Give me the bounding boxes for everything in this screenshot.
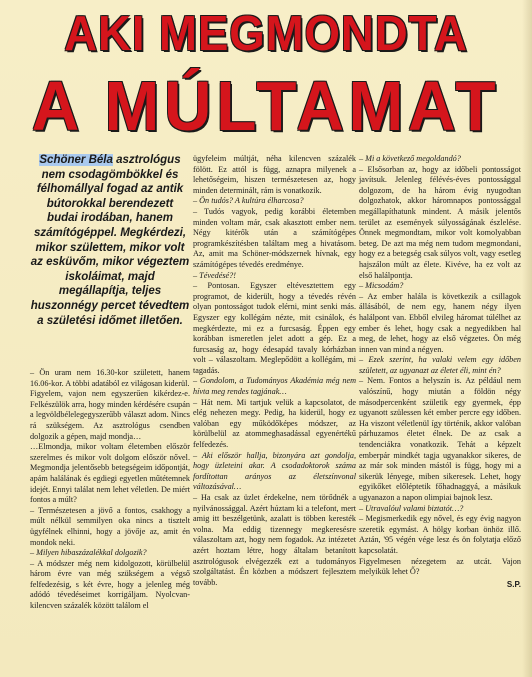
article-paragraph: …Elmondja, mikor voltam életemben először szerelmes és mikor volt dolgom először nővel. Megmondja jelentősebb betegségeim időpontját, apám halálának és egdiegi egyetlen műtétemnek idejét. Ennyi találat nem lehet véletlen. De miért fontos a múlt? — [30, 442, 190, 505]
article-column-1 — [30, 368, 190, 612]
interview-question: – Milyen hibaszázalékkal dolgozik? — [30, 548, 147, 558]
article-paragraph: – Természetesen a jövő a fontos, csakhogy a múlt nélkül semmilyen oka nincs a tisztelt ügyfélnek elhinni, hogy a jövője az, amit én mondok neki. — [30, 505, 190, 547]
article-paragraph: ügyfeleim múltját, néha kilencven százalék fölött. Ez attól is függ, aznapra milyenek a lehetőségeim, hiszen természetesen az, hogy minden determinált, rám is vonatkozik. — [193, 154, 356, 195]
article-column-3 — [359, 154, 521, 590]
interview-question: – Mi a következő megoldandó? — [359, 154, 461, 163]
article-paragraph: – Nem. Fontos a helyszín is. Az például nem valószínű, hogy miután a földön négy másodpercenként születik egy gyermek, épp ugyanott szülessen két ember percre egy időben. Ha viszont véletlenül így történik, akkor valóban párhuzamos életet élnek. De az csak a tendenciákra vonatkozik. Tehát a képzelt emberpár mindkét tagja ugyanakkor sikeres, de az már sok minden mástól is függ, hogy mi a sikerük lényege, miben sikeresek. Lehet, hogy egyikőket előléptetik főhadnaggyá, a másikuk ugyanazon a napon olimpiai bajnok lesz. — [359, 376, 521, 502]
article-paragraph: Figyelmesen nézegetem az utcát. Vajon melyikük lehet Ő? — [359, 556, 521, 577]
article-paragraph: – Ha csak az üzlet érdekelne, nem törődnék a nyilvánossággal. Azért húztam ki a telefont, mert amig itt beszélgetünk, azalatt is többen keresték volna. Ma eddig tizennegy megkeresésre válaszoltam azt, hogy nem fogadok. Az intézetet azért hoztam létre, hogy általam betanított asztrológusok elvégezzék ezt a tudományos szolgáltatást. Én közben a módszert fejlesztem tovább. — [193, 493, 356, 587]
interview-question: – Gondolom, a Tudományos Akadémia még nem hívta meg rendes tagjának… — [193, 376, 356, 397]
article-paragraph: – Ön uram nem 16.30-kor született, hanem 16.06-kor. A többi adatából ez világosan kiderül. — [30, 368, 190, 388]
article-paragraph: – Az ember halála is következik a csillagok állásából, de nem egy, hanem négy ilyen halálpont van. Ebből elvileg háromat túlélhet az ember és lehet, hogy csak a negyedikben hal meg, de lehet, hogy az első végzetes. Ön még innen van mind a négyen. — [359, 291, 521, 354]
article-paragraph: – Elsősorban az, hogy az időbeli pontosságot javítsuk. Jelenleg félévés-éves pontossággal dolgozom, de ha három évig nyugodtan dolgozhatok, akkor háromnapos pontossággal megállapíthatunk mindent. A másik jelentős terület az események súlyosságának észlelése. Önnek megmondtam, mikor volt komolyabban beteg. De azt ma még nem tudom megmondani, hogy ez a betegség csak súlyos volt, vagy esetleg hajszálon múlt az élete. Kivéve, ha ez volt az első halálpontja. — [359, 164, 521, 280]
author-signature: S.P. — [506, 579, 521, 589]
interview-question: – Tévedésé?! — [193, 270, 236, 280]
article-paragraph: – A módszer még nem kidolgozott, körülbelül három évre van még szükségem a végső felfedezésig, s két évre, hogy a jelenleg még adódó tévedéseimet korrigáljam. Nyolcvan-kilencven százalék között találom el — [30, 558, 190, 611]
headline-line-1: AKI MEGMONDTA — [64, 7, 468, 61]
lead-paragraph — [30, 153, 190, 328]
interview-question: – Utravalóul valami biztatót…? — [359, 503, 464, 513]
interview-question: – Micsodám? — [359, 281, 404, 291]
article-paragraph: – Pontosan. Egyszer eltévesztettem egy programot, de kiderült, hogy a tévedés révén olyan pontosságot tudok elérni, mint senki más. Egyszer egy kollégám nézte, mit csinálok, és megkérdezte, mi ez a furcsaság. Éppen egy korábban ismeretlen jelet adott a gép. Ez a furcsaság az, hogy édesapád tavaly kórházban volt – válaszoltam. Meglepődött a kollégám, mi tagadás. — [193, 281, 356, 375]
interview-question: – Aki először hallja, bizonyára azt gondolja, hogy üzleteini akar. A csodadoktorok száma fordítottan arányos az életszínvonal változásával… — [193, 450, 356, 492]
page-edge-shadow — [522, 0, 532, 677]
article-paragraph: – Megismerkedik egy nővel, és egy évig nagyon szeretik egymást. A hölgy korban önhöz illő. Aztán, '95 végén vége lesz és ön folytatja előző kapcsolatát. — [359, 514, 521, 555]
article-paragraph: – Hát nem. Mi tartjuk velük a kapcsolatot, de elég nehezen megy. Pedig, ha kiderül, hogy ez valóban egy működőképes módszer, az körülbelül az atommeghasadással egyenértékű felfedezés. — [193, 397, 356, 450]
headline-line-2: A MÚLTAMAT — [31, 67, 501, 145]
article-paragraph: – Tudós vagyok, pedig korábbi életemben minden voltam már, csak akasztott ember nem. Négy kitérők után a számítógépes programkészítésben találtam meg a hivatásom. Az, amit ma Schöner-módszernek hívnak, egy számítógépes tévedés eredménye. — [193, 206, 356, 269]
interview-question: – Ön tudós? A kultúra élharcosa? — [193, 196, 304, 206]
interview-question: – Ezek szerint, ha valaki velem egy időben született, az ugyanazt az életet éli, mint én? — [359, 355, 521, 375]
article-column-2 — [193, 154, 356, 588]
article-paragraph: Figyelem, vajon nem egyszerűen kikérdez-e. Felkészülök arra, hogy minden kérdésére csupán a legvöldbélelegegyszerűbb választ adom. Nincs rá szükségem. Az asztrológus csendben dolgozik a gépen, majd mondja… — [30, 389, 190, 441]
lead-text: asztrológus nem csodagömbökkel és félhomállyal fogad az antik bútorokkal berendezett budai irodában, hanem számítógéppel. Megkérdezi, mikor születtem, mikor volt az esküvőm, mikor végeztem iskoláimat, majd megállapítja, teljes huszonnégy percet tévedtem a születési időmet illetően. — [30, 154, 190, 327]
highlighted-name: Schöner Béla — [39, 154, 113, 166]
